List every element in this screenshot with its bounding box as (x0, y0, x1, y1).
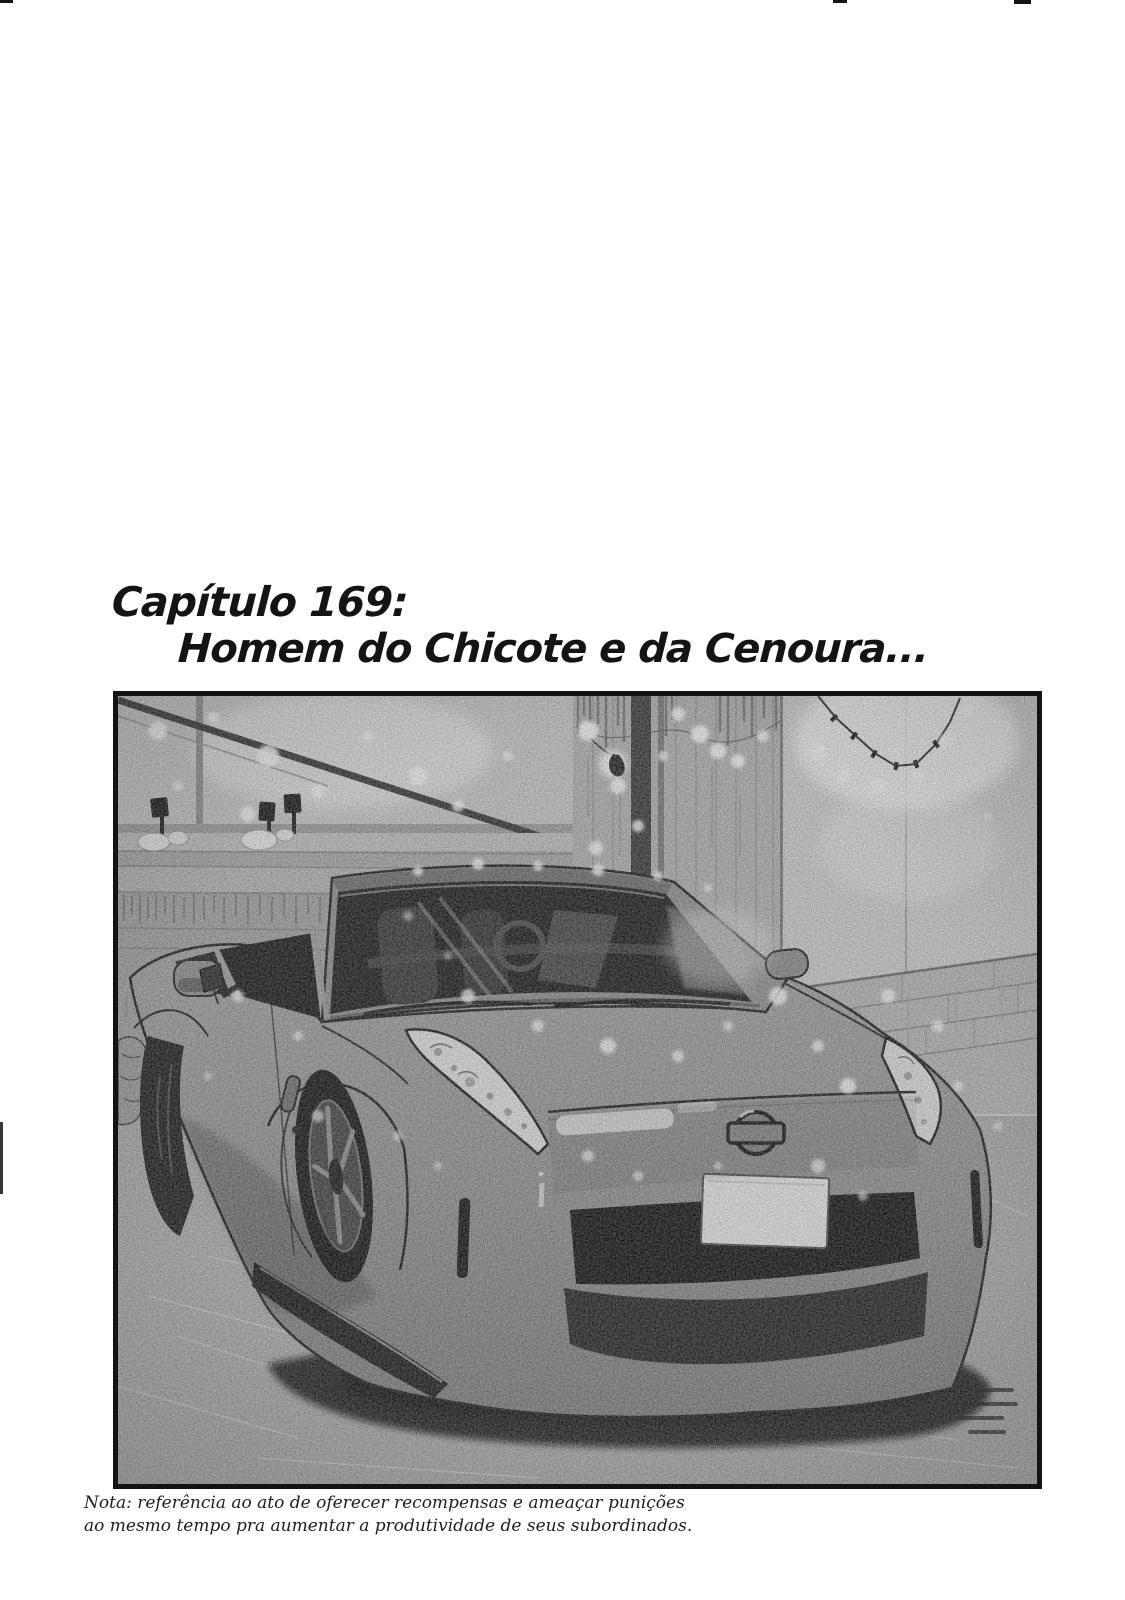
scan-speck (0, 0, 13, 3)
note-line-2: ao mesmo tempo pra aumentar a produtividade de seus subordinados. (84, 1516, 693, 1536)
panel-illustration-garage-car (118, 696, 1037, 1484)
halftone-grain-overlay (118, 696, 1037, 1484)
chapter-title-name: Homem do Chicote e da Cenoura... (176, 626, 930, 672)
scan-speck (833, 0, 847, 3)
manga-panel (113, 691, 1042, 1489)
scan-speck (1014, 0, 1031, 4)
chapter-title-number: Capítulo 169: (110, 578, 409, 626)
scan-speck (0, 1122, 3, 1194)
translator-note (84, 1492, 692, 1538)
note-line-1: Nota: referência ao ato de oferecer recompensas e ameaçar punições (84, 1493, 685, 1513)
